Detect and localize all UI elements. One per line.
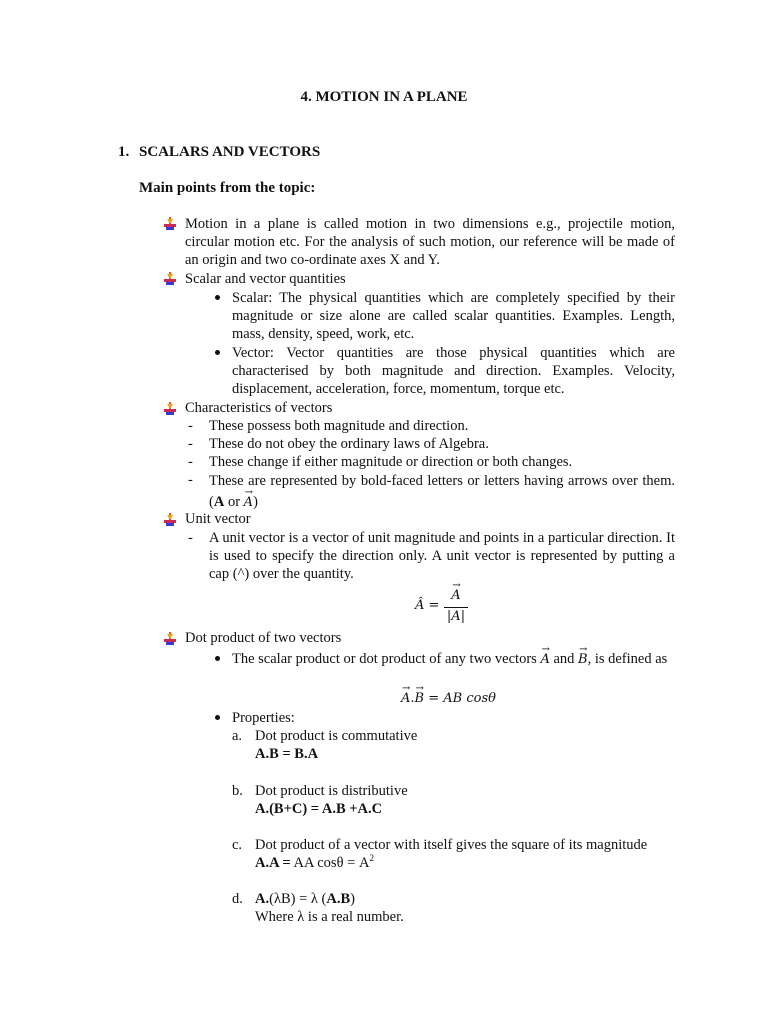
vector-definition: Vector: Vector quantities are those physical quantities which are characterised by both magnitude and direction. Examples. Velocity, displacement, acceleration, force, momentum, torque etc. [232, 345, 675, 397]
property-d-bold-2: A.B [326, 891, 351, 907]
section-number: 1. [118, 144, 130, 160]
superscript-2: 2 [369, 853, 374, 863]
dot-bullet [215, 715, 220, 720]
unit-formula-numerator: → A [451, 587, 460, 605]
property-c-label: c. [232, 837, 243, 853]
characteristic-4-text: These are represented by bold-faced letters or letters having arrows over them. ( [209, 473, 675, 510]
property-d-label: d. [232, 891, 243, 907]
dash-bullet: - [188, 418, 193, 434]
property-d-equation [255, 890, 355, 908]
dash-bullet: - [188, 436, 193, 452]
scalar-vector-heading: Scalar and vector quantities [185, 271, 346, 287]
scalar-definition [232, 289, 675, 343]
dot-formula-rhs: = AB cosθ [428, 691, 496, 706]
unit-formula-fraction [444, 587, 468, 626]
motion-paragraph: Motion in a plane is called motion in two dimensions e.g., projectile motion, circular motion etc. For the analysis of such motion, our reference will be made of an origin and two co-ordinate axes X and Y. [185, 216, 675, 268]
arrow-bullet-icon [163, 632, 177, 646]
arrow-bullet-icon [163, 513, 177, 527]
property-d-end: ) [350, 891, 356, 907]
dot-product-definition [232, 650, 675, 669]
dot-text-2: , is defined as [587, 651, 668, 667]
arrow-bullet-icon [163, 402, 177, 416]
dash-bullet: - [188, 472, 193, 488]
unit-vector-definition: A unit vector is a vector of unit magnitude and points in a particular direction. It is used to specify the direction only. A unit vector is represented by putting a cap (^) over the quantity. [209, 530, 675, 582]
vector-b-symbol: → B [578, 651, 588, 669]
arrow-bullet-icon [163, 272, 177, 286]
page-title: 4. MOTION IN A PLANE [300, 89, 468, 105]
characteristics-heading: Characteristics of vectors [185, 400, 333, 416]
property-b-text: Dot product is distributive [255, 783, 408, 799]
dash-bullet: - [188, 530, 193, 546]
and-text: and [549, 651, 579, 667]
property-c-text: Dot product of a vector with itself gives the square of its magnitude [255, 837, 648, 853]
property-c-eq-bold: A.A = [255, 855, 291, 871]
property-d-mid: (λB) = λ ( [269, 891, 327, 907]
dot-product-heading: Dot product of two vectors [185, 630, 342, 646]
dot-separator: . [410, 691, 415, 706]
unit-vector-heading: Unit vector [185, 511, 251, 527]
unit-formula-lhs: Â = [415, 598, 440, 613]
vector-a-symbol: → A [401, 690, 410, 708]
characteristic-1: These possess both magnitude and direction. [209, 418, 469, 434]
dot-formula [401, 690, 496, 708]
characteristic-3: These change if either magnitude or direction or both changes. [209, 454, 573, 470]
property-b-label: b. [232, 783, 243, 799]
main-points-heading: Main points from the topic: [139, 180, 316, 196]
property-b-equation: A.(B+C) = A.B +A.C [255, 801, 383, 817]
property-d-bold-1: A. [255, 891, 270, 907]
unit-formula-denominator: |A| [446, 609, 466, 624]
properties-heading: Properties: [232, 710, 295, 726]
vector-b-symbol: → B [415, 690, 425, 708]
scalar-text: The physical quantities which are completely specified by their magnitude or size alone are called scalar quantities. Examples. Length, mass, density, speed, work, etc. [232, 290, 675, 342]
section-title: SCALARS AND VECTORS [139, 144, 321, 160]
dot-bullet [215, 350, 220, 355]
vector-a-symbol: → A [244, 492, 253, 513]
property-a-label: a. [232, 728, 243, 744]
bold-a: A [213, 494, 225, 510]
property-a-text: Dot product is commutative [255, 728, 418, 744]
characteristic-4 [209, 471, 675, 513]
property-d-where: Where λ is a real number. [255, 909, 404, 925]
scalar-label: Scalar: [232, 290, 273, 306]
characteristic-2: These do not obey the ordinary laws of Algebra. [209, 436, 489, 452]
close-paren: ) [253, 494, 258, 510]
arrow-bullet-icon [163, 217, 177, 231]
dot-bullet [215, 295, 220, 300]
dot-text-1: The scalar product or dot product of any two vectors [232, 651, 541, 667]
vector-a-symbol: → A [540, 651, 549, 669]
property-c-eq-rest: AA cosθ = A [290, 855, 370, 871]
or-text: or [224, 494, 244, 510]
property-c-equation [255, 854, 374, 872]
property-a-equation: A.B = B.A [255, 746, 319, 762]
dash-bullet: - [188, 454, 193, 470]
dot-bullet [215, 656, 220, 661]
